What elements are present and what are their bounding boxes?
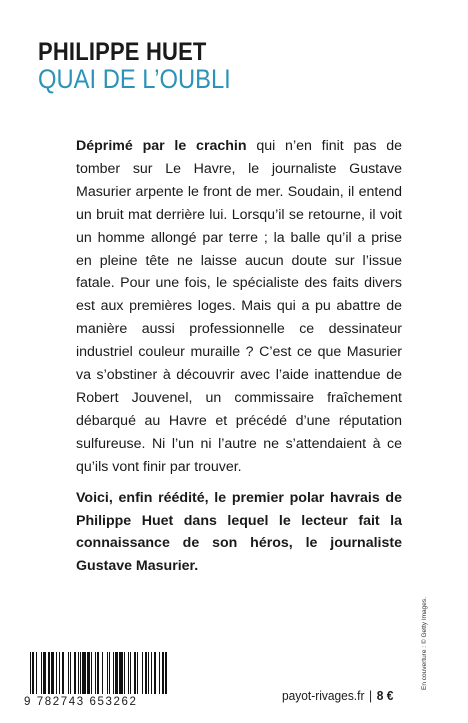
barcode <box>24 652 172 708</box>
footer-separator: | <box>369 688 373 703</box>
blurb-body: qui n’en finit pas de tomber sur Le Havre, le journaliste Gustave Masurier arpente le front de mer. Soudain, il entend un bruit mat derrière lui. Lorsqu’il se retourne, il voit un homme allongé par terre ; la balle qu’il a prise en pleine tête ne laisse aucun doute sur l’issue fatale. Pour une fois, le spécialiste des faits divers est aux premières loges. Mais qui a pu abattre de manière aussi professionnelle ce dessinateur industriel couleur muraille ? C’est ce que Masurier va s’obstiner à découvrir avec l’aide inattendue de Robert Jouvenel, un commissaire fraîchement débarqué au Havre et précédé d’une réputation sulfureuse. Ni l’un ni l’autre ne s’attendaient à ce qu’ils vont finir par trouver. <box>76 138 402 475</box>
publisher-website: payot-rivages.fr <box>282 688 365 703</box>
author-name: PHILIPPE HUET <box>38 38 207 66</box>
blurb-paragraph <box>76 135 402 479</box>
blurb-lead: Déprimé par le crachin <box>76 138 247 154</box>
book-title: QUAI DE L’OUBLI <box>38 64 231 94</box>
cover-credit: En couverture : © Getty Images. <box>421 597 428 690</box>
pitch-paragraph: Voici, enfin réédité, le premier polar havrais de Philippe Huet dans lequel le lecteur fait la connaissance de son héros, le journaliste Gustave Masurier. <box>76 490 402 574</box>
barcode-bars <box>30 652 168 694</box>
publisher-footer <box>282 688 393 703</box>
price-label: 8 € <box>376 688 394 703</box>
isbn-number: 9 782743 653262 <box>24 696 138 708</box>
barcode-bar <box>167 652 168 694</box>
